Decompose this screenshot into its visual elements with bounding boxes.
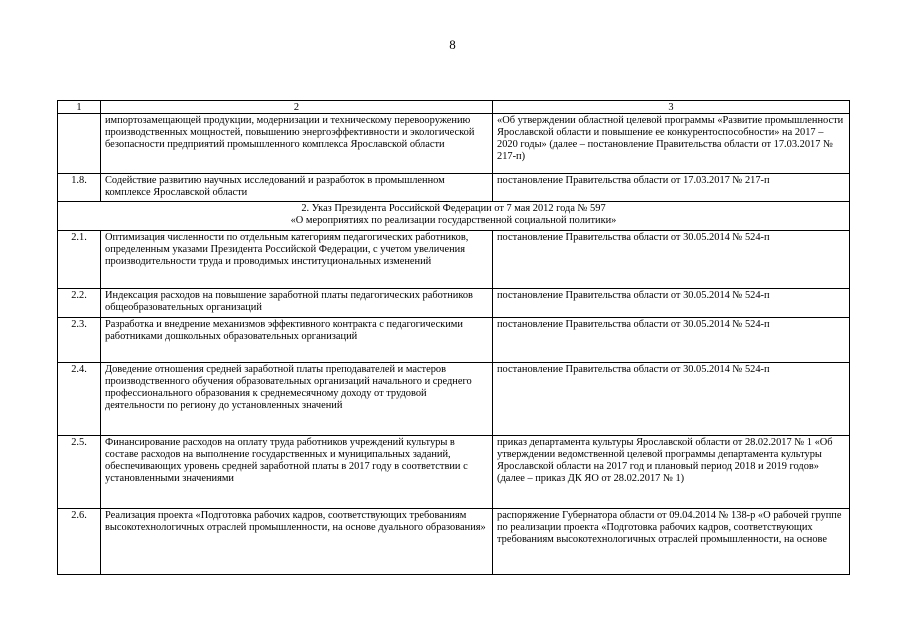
section-row: [58, 202, 850, 231]
row-measure-text: импортозамещающей продукции, модернизации и техническому перевооружению производственных мощностей, повышению энергоэффективности и экологической безопасности предприятий промышленного комплекса Ярославской области: [101, 114, 493, 174]
table-row: [58, 509, 850, 575]
table-row: [58, 174, 850, 202]
row-source-text: постановление Правительства области от 30.05.2014 № 524-п: [493, 363, 850, 436]
row-source-text: постановление Правительства области от 30.05.2014 № 524-п: [493, 231, 850, 289]
row-number: 2.2.: [58, 289, 101, 318]
table-row: [58, 114, 850, 174]
row-number: 1.8.: [58, 174, 101, 202]
row-number: [58, 114, 101, 174]
table-row: [58, 363, 850, 436]
row-number: 2.3.: [58, 318, 101, 363]
header-col-1: 1: [58, 101, 101, 114]
row-measure-text: Финансирование расходов на оплату труда работников учреждений культуры в составе расходов на выполнение государственных и муниципальных заданий, обеспечивающих уровень средней заработной платы в 2017 году в соответствии с установленными значениями: [101, 436, 493, 509]
table-row: [58, 289, 850, 318]
table-row: [58, 231, 850, 289]
section-heading-line-1: 2. Указ Президента Российской Федерации от 7 мая 2012 года № 597: [301, 203, 606, 214]
table-header-row: [58, 101, 850, 114]
table-row: [58, 436, 850, 509]
row-number: 2.5.: [58, 436, 101, 509]
row-source-text: «Об утверждении областной целевой программы «Развитие промышленности Ярославской области и повышение ее конкурентоспособности» на 2017 – 2020 годы» (далее – постановление Правительства области от 17.03.2017 № 217-п): [493, 114, 850, 174]
row-source-text: постановление Правительства области от 17.03.2017 № 217-п: [493, 174, 850, 202]
row-measure-text: Содействие развитию научных исследований и разработок в промышленном комплексе Ярославской области: [101, 174, 493, 202]
row-source-text: приказ департамента культуры Ярославской области от 28.02.2017 № 1 «Об утверждении ведомственной целевой программы департамента культуры Ярославской области на 2017 год и плановый период 2018 и 2019 годов» (далее – приказ ДК ЯО от 28.02.2017 № 1): [493, 436, 850, 509]
measures-table: [57, 100, 850, 575]
page-number: 8: [449, 37, 456, 52]
row-source-text: постановление Правительства области от 30.05.2014 № 524-п: [493, 318, 850, 363]
row-measure-text: Оптимизация численности по отдельным категориям педагогических работников, определенным указами Президента Российской Федерации, с учетом увеличения производительности труда и проводимых институциональных изменений: [101, 231, 493, 289]
row-measure-text: Реализация проекта «Подготовка рабочих кадров, соответствующих требованиям высокотехнологичных отраслей промышленности, на основе дуального образования»: [101, 509, 493, 575]
row-source-text: постановление Правительства области от 30.05.2014 № 524-п: [493, 289, 850, 318]
row-measure-text: Индексация расходов на повышение заработной платы педагогических работников общеобразовательных организаций: [101, 289, 493, 318]
section-heading-line-2: «О мероприятиях по реализации государственной социальной политики»: [290, 215, 617, 226]
row-measure-text: Разработка и внедрение механизмов эффективного контракта с педагогическими работниками дошкольных образовательных организаций: [101, 318, 493, 363]
row-number: 2.6.: [58, 509, 101, 575]
header-col-3: 3: [493, 101, 850, 114]
table-row: [58, 318, 850, 363]
section-heading: [58, 202, 850, 231]
row-measure-text: Доведение отношения средней заработной платы преподавателей и мастеров производственного обучения образовательных организаций начального и среднего профессионального образования к среднемесячному доходу от трудовой деятельности по региону до установленных значений: [101, 363, 493, 436]
row-number: 2.4.: [58, 363, 101, 436]
header-col-2: 2: [101, 101, 493, 114]
row-source-text: распоряжение Губернатора области от 09.04.2014 № 138-р «О рабочей группе по реализации проекта «Подготовка рабочих кадров, соответствующих требованиям высокотехнологичных отраслей промышленности, на основе: [493, 509, 850, 575]
row-number: 2.1.: [58, 231, 101, 289]
